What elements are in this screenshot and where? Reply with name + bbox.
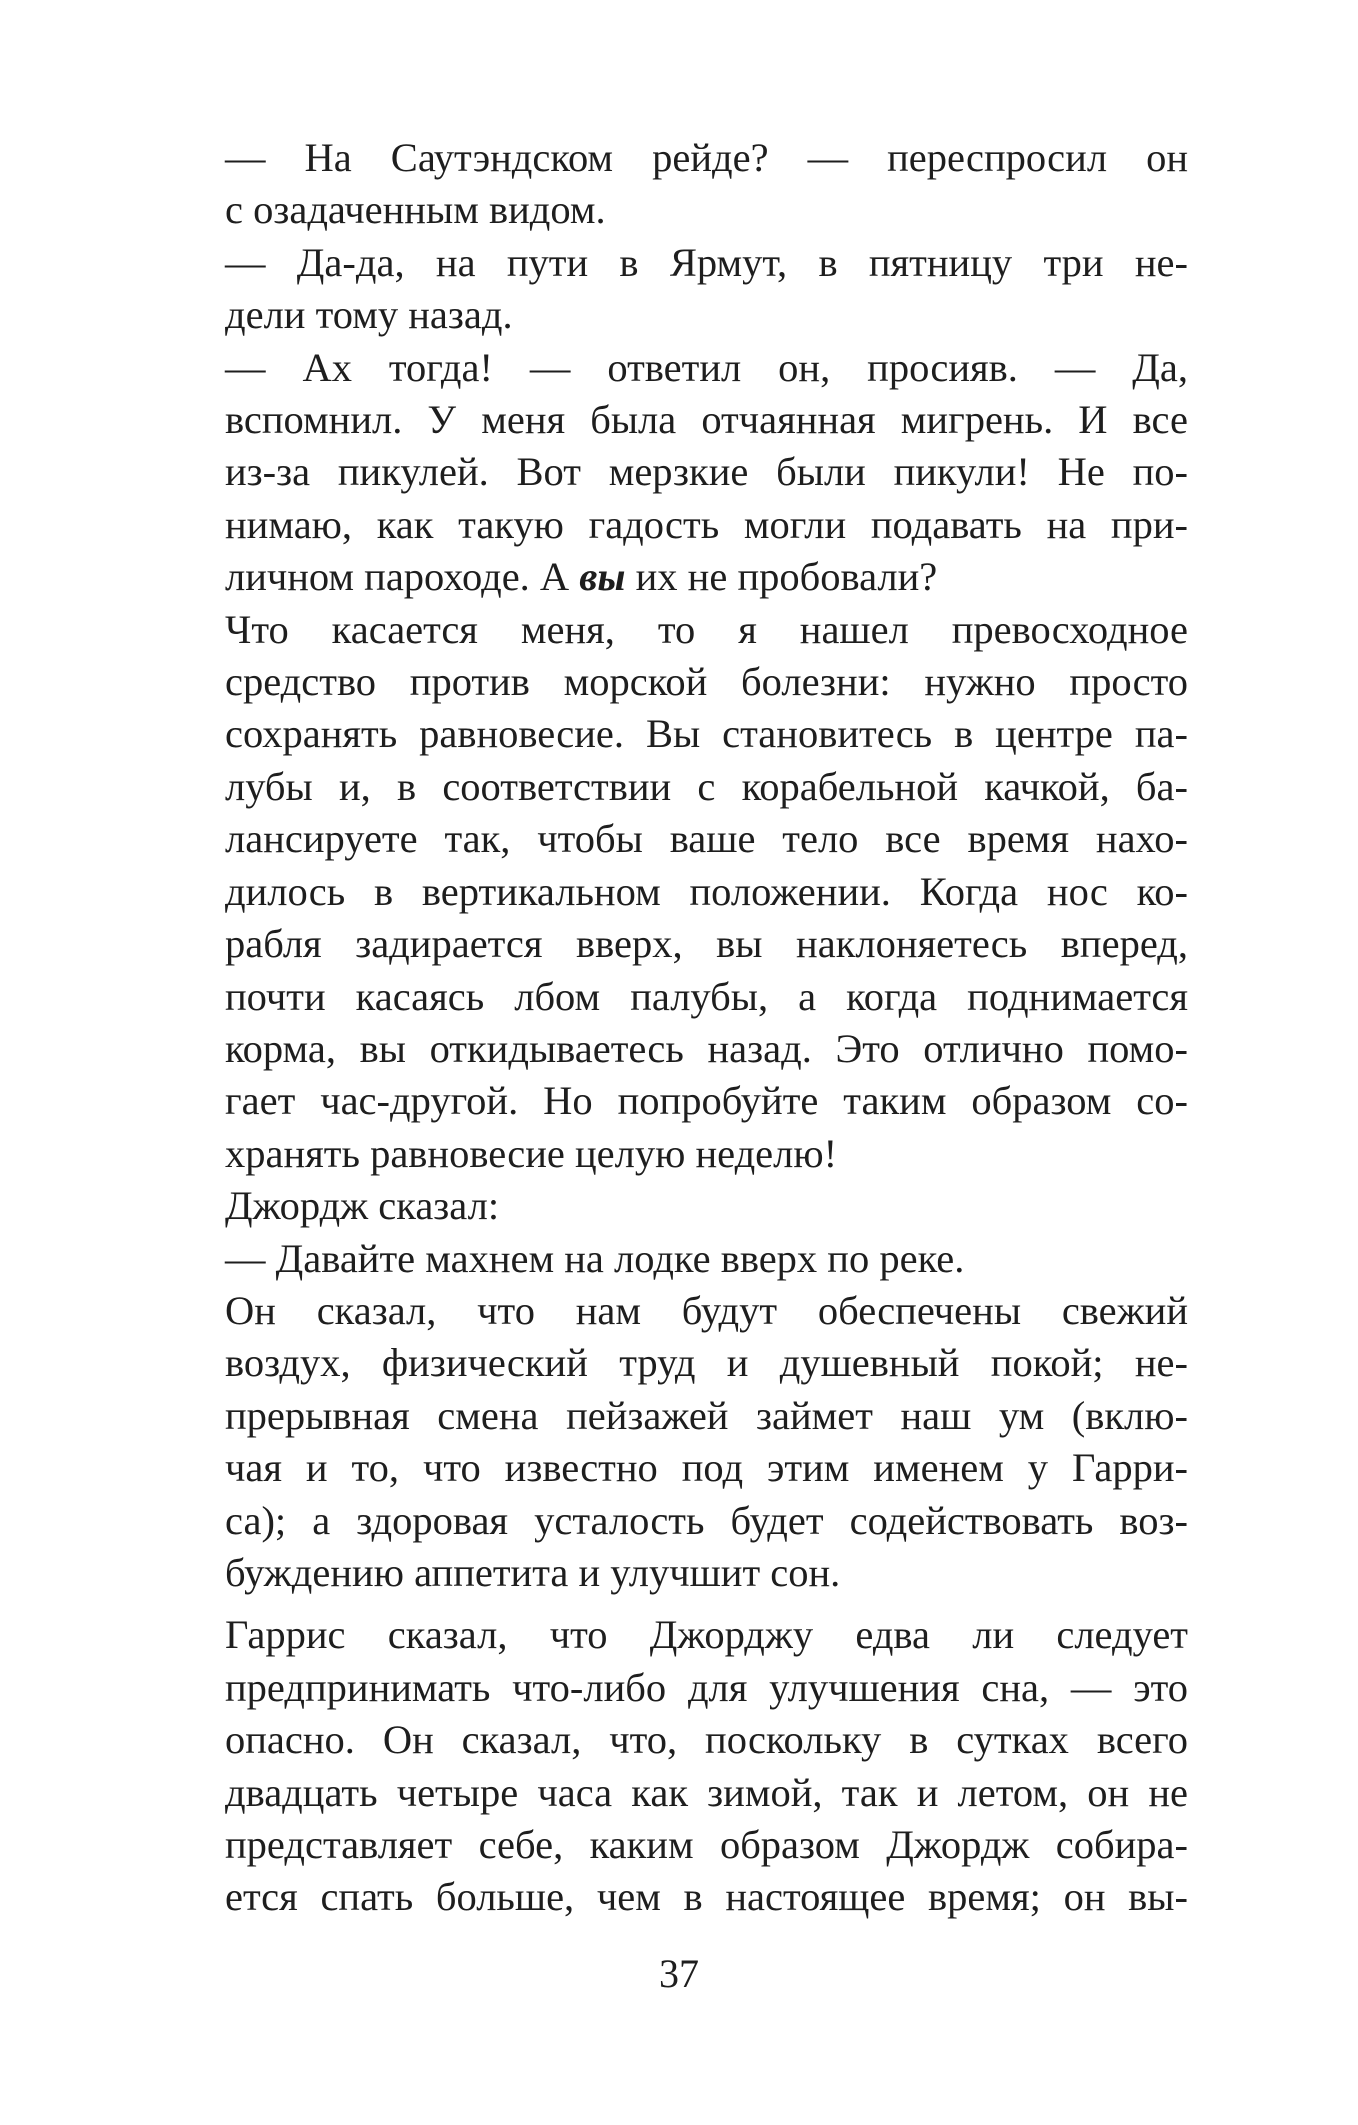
page-number: 37 xyxy=(659,1951,699,1996)
text-line: корма, вы откидываетесь назад. Это отлично помо- xyxy=(225,1025,1188,1071)
paragraph xyxy=(163,132,1188,237)
text-line xyxy=(163,551,1188,603)
text-line: Он сказал, что нам будут обеспечены свежий xyxy=(225,1287,1188,1333)
text-line: почти касаясь лбом палубы, а когда поднимается xyxy=(225,973,1188,1019)
paragraph xyxy=(163,1285,1188,1599)
text-line: Джордж сказал: xyxy=(225,1183,500,1229)
text-line: предпринимать что-либо для улучшения сна, — это xyxy=(225,1664,1188,1710)
text-line: с озадаченным видом. xyxy=(225,187,606,233)
text-line: — Ах тогда! — ответил он, просияв. — Да, xyxy=(225,344,1188,390)
text-line: ется спать больше, чем в настоящее время; он вы- xyxy=(225,1874,1188,1920)
text-line: буждению аппетита и улучшит сон. xyxy=(225,1549,841,1595)
text-line: сохранять равновесие. Вы становитесь в центре па- xyxy=(225,711,1188,757)
text-line: нимаю, как такую гадость могли подавать на при- xyxy=(225,501,1188,547)
text-line: гает час-другой. Но попробуйте таким образом со- xyxy=(225,1078,1188,1124)
text-line: прерывная смена пейзажей займет наш ум (вклю- xyxy=(225,1392,1188,1438)
text-line: — На Саутэндском рейде? — переспросил он xyxy=(225,135,1188,180)
paragraph xyxy=(163,604,1188,1180)
paragraph xyxy=(163,1233,1188,1285)
text-line: воздух, физический труд и душевный покой; не- xyxy=(225,1340,1188,1386)
text-line: дилось в вертикальном положении. Когда нос ко- xyxy=(225,868,1188,914)
text-line: лубы и, в соответствии с корабельной качкой, ба- xyxy=(225,763,1188,809)
paragraph xyxy=(163,342,1188,604)
text-line: вспомнил. У меня была отчаянная мигрень. И все xyxy=(225,397,1188,443)
paragraph xyxy=(163,1180,1188,1232)
text-line: двадцать четыре часа как зимой, так и летом, он не xyxy=(225,1769,1188,1815)
text-segment: их не пробовали? xyxy=(625,554,938,600)
text-line: рабля задирается вверх, вы наклоняетесь вперед, xyxy=(225,921,1188,967)
text-line: из-за пикулей. Вот мерзкие были пикули! Не по- xyxy=(225,449,1188,495)
text-line: лансируете так, чтобы ваше тело все время нахо- xyxy=(225,816,1188,862)
text-line: опасно. Он сказал, что, поскольку в сутках всего xyxy=(225,1717,1188,1763)
text-line: средство против морской болезни: нужно просто xyxy=(225,659,1188,705)
paragraph xyxy=(163,237,1188,342)
emphasis-word: вы xyxy=(579,554,626,600)
text-line: са); а здоровая усталость будет содействовать воз- xyxy=(225,1497,1188,1543)
text-segment: личном пароходе. А xyxy=(225,554,580,600)
page-text xyxy=(163,132,1188,1924)
text-line: — Да-да, на пути в Ярмут, в пятницу три не- xyxy=(225,239,1188,285)
text-line: представляет себе, каким образом Джордж собира- xyxy=(225,1822,1188,1867)
text-line: Что касается меня, то я нашел превосходное xyxy=(225,606,1188,652)
text-line: дели тому назад. xyxy=(225,292,513,338)
text-line: чая и то, что известно под этим именем у Гарри- xyxy=(225,1445,1188,1491)
text-line: — Давайте махнем на лодке вверх по реке. xyxy=(225,1235,965,1281)
text-line: хранять равновесие целую неделю! xyxy=(225,1130,838,1176)
text-line: Гаррис сказал, что Джорджу едва ли следует xyxy=(225,1612,1188,1658)
paragraph xyxy=(163,1609,1188,1923)
